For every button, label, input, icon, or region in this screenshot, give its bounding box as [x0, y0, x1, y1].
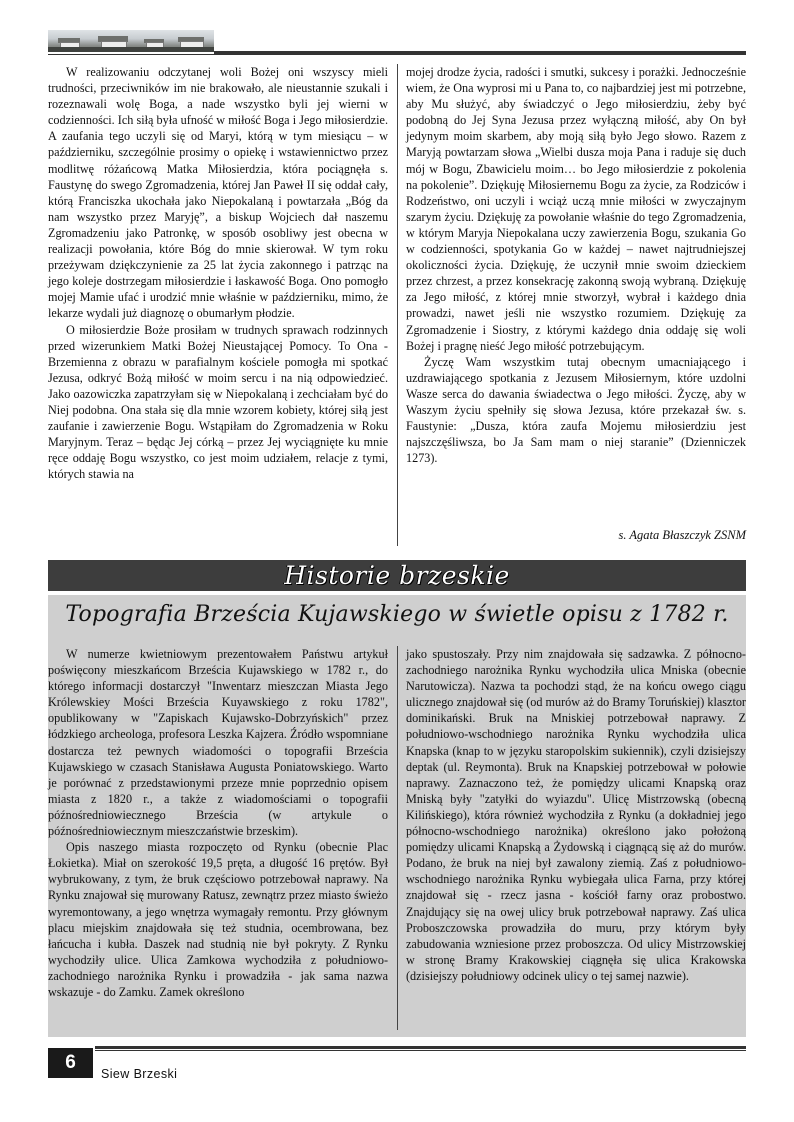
column-divider	[397, 646, 398, 1030]
section-header	[48, 560, 746, 591]
header-village-photo	[48, 30, 214, 52]
paragraph: Opis naszego miasta rozpoczęto od Rynku (obecnie Plac Łokietka). Miał on szerokość 19,5 pręta, a długość 16 prętów. Był wybrukowany, z tym, że bruk częściowo potrzebował naprawy. Na Rynku znajował się murowany Ratusz, zewnątrz przez miasto świeżo wyremontowany, a jego wnętrza wymagały remontu. Przy głównym placu miejskim znajdowała się też studnia, ocembrowana, bez łańcucha i kubła. Daszek nad studnią nie był pokryty. Z Rynku wychodziły ulice. Ulica Zamkowa wychodziła z południowo-zachodniego narożnika Rynku i prowadziła - jak sama nazwa wskazuje - do Zamku. Zamek określono	[48, 840, 388, 999]
column-divider	[397, 64, 398, 546]
paragraph: O miłosierdzie Boże prosiłam w trudnych sprawach rodzinnych przed wizerunkiem Matki Bożej Nieustającej Pomocy. To Ona - Brzemienna z obrazu w parafialnym kościele pomogła mi spotkać Jezusa, odkryć Bożą miłość w moim sercu i na nią odpowiedzieć. Jako oazowiczka zapatrzyłam się w Niepokalaną i zechciałam być do Niej podobna. Ona stała się dla mnie wzorem kobiety, której siłą jest zaufanie i zawierzenie Bogu. Wstąpiłam do Zgromadzenia w Roku Maryjnym. Teraz – będąc Jej córką – przez Jej wyciągnięte ku mnie ręce oddaję Bogu wszystko, co jest moim udziałem, relacje z tymi, których stawia na	[48, 322, 388, 482]
paragraph: mojej drodze życia, radości i smutki, sukcesy i porażki. Jednocześnie wiem, że Ona wyprosi mi u Pana to, co najbardziej jest mi potrzebne, aby Mu służyć, aby świadczyć o Jego miłosierdziu, żeby być podobną do Jej Syna Jezusa przez wyłączną miłość, aby On był jedynym moim skarbem, aby moją siłą było Jego słowo. Razem z Maryją powtarzam słowa „Wielbi dusza moja Pana i raduje się duch mój w Bogu, Zbawicielu moim… bo Jego miłosierdzie z pokolenia na pokolenie”. Dziękuję Miłosiernemu Bogu za życie, za Rodziców i Rodzeństwo, oni uczyli i wciąż uczą mnie miłości w zwyczajnym szarym życiu. Dziękuję za powołanie właśnie do tego Zgromadzenia, w którym Maryja Niepokalana uczy zawierzenia Bogu, szukania Go w codzienności, spotykania Go w każdej – nawet najtrudniejszej okoliczności życia. Dziękuję, że uczynił mnie swoim dzieckiem przez chrzest, a przez konsekrację zakonną swoją wybraną. Dziękuję za Jego miłość, z której mnie stworzył, wybrał i każdego dnia prowadzi, nawet jeśli nie wszystko rozumiem. Dziękuję za Zgromadzenie i Siostry, z którymi każdego dnia oddaję się woli Bożej i pragnę nieść Jego miłość potrzebującym.	[406, 65, 746, 353]
page-number: 6	[48, 1048, 93, 1078]
paragraph: jako spustoszały. Przy nim znajdowała się sadzawka. Z północno-zachodniego narożnika Rynku wychodziła ulica Mniska (obecnie Narutowicza). Nazwa ta pochodzi stąd, że na końcu owego ciągu ulicznego znajdował się (od murów aż do Bramy Toruńskiej) klasztor dominikański. Bruk na Mniskiej potrzebował naprawy. Z południowo-wschodniego narożnika Rynku wychodziła ulica Knapska (knap to w języku staropolskim sukiennik), czyli dzisiejszy deptak (ul. Reymonta). Bruk na Knapskiej potrzebował w połowie naprawy. Zaznaczono też, że pomiędzy ulicami Knapską oraz Mniską były "zatyłki do wyiazdu". Ulicę Mistrzowską (obecną Kilińskiego), która również wychodziła z Rynku (a dokładniej jego północno-wschodniego narożnika) określono jako położoną pomiędzy ulicami Knapską a Żydowską i ciągnącą się aż do murów. Podano, że bruk na niej był zawalony ziemią. Zaś z południowo-wschodniego narożnika Rynku wybiegała ulica Farna, przy której znajdował się - rzecz jasna - kościół farny oraz probostwo. Znajdujący się na owej ulicy bruk potrzebował naprawy. Zaś ulica Proboszczowska prowadziła do muru, przy którym były zabudowania wzniesione przez proboszcza. Od ulicy Mistrzowskiej w stronę Bramy Krakowskiej ciągnęła się ulica Krakowska (dzisiejszy południowy odcinek ulicy o tej samej nazwie).	[406, 647, 746, 983]
section-title: Historie brzeskie	[284, 561, 510, 590]
top-article-left-column	[48, 64, 388, 482]
publication-name: Siew Brzeski	[101, 1067, 178, 1081]
paragraph: W realizowaniu odczytanej woli Bożej oni wszyscy mieli trudności, przeciwników im nie brakowało, ale nieustannie szukali i rozeznawali wolę Boga, a nade wszystko byli jej wierni w codzienności. Ich siłą była ufność w miłość Boga i Jego miłosierdzie. A zaufania tego uczyli się od Maryi, którą w tym miesiącu – w październiku, szczególnie prosimy o opiekę i wstawiennictwo przez modlitwę różańcową Matka Miłosierdzia, która pociągnęła s. Faustynę do swego Zgromadzenia, której Jan Paweł II się oddał cały, którą Franciszka ukochała jako Niepokalaną i powtarzała „Bóg da nam wszystko przez Maryję”, a biskup Wojciech dał naszemu Zgromadzeniu jako Patronkę, w sposób osobliwy jest obecna w realizacji powołania, które Bóg do mnie skierował. W tym roku przeżywam dziękczynienie za 25 lat życia zakonnego i patrząc na jego koleje dostrzegam miłosierdzie i łaskawość Boga. Ono pomogło mojej Mamie ufać i urodzić mnie właśnie w październiku, mimo, że lekarze wydali już diagnozę o obumarłym płodzie.	[48, 65, 388, 321]
article-title: Topografia Brześcia Kujawskiego w świetle opisu z 1782 r.	[65, 602, 729, 627]
paragraph: W numerze kwietniowym prezentowałem Państwu artykuł poświęcony mieszkańcom Brześcia Kujawskiego w 1782 r., do którego informacji dostarczył "Inwentarz mieszczan Miasta Jego Królewskiey Mości Brześcia Kuyawskiego z roku 1782", opublikowany w "Zapiskach Kujawsko-Dobrzyńskich" przez łódzkiego archeologa, profesora Leszka Kajzera. Źródło wspomniane dostarcza też pewnych wiadomości o topografii Brześcia Kujawskiego w czasach Stanisława Augusta Poniatowskiego. Warto je porównać z przedstawionymi przeze mnie poprzednio opisem miasta z 1820 r., a także z wiadomościami o topografii późnośredniowiecznego Brześcia (w artykule o późnośredniowiecznym mieszczaństwie brzeskim).	[48, 647, 388, 839]
author-signature: s. Agata Błaszczyk ZSNM	[618, 528, 746, 542]
footer-rule	[95, 1046, 746, 1049]
paragraph: Życzę Wam wszystkim tutaj obecnym umacniającego i uzdrawiającego spotkania z Jezusem Miłosiernym, które uzdolni Wasze serca do dawania świadectwa o Jego miłości. Życzę, aby w Waszym życiu spełniły się słowa Jezusa, które przekazał św. s. Faustynie: „Dusza, która zaufa Mojemu miłosierdziu jest najszczęśliwsza, bo Ja Sam mam o niej staranie” (Dzienniczek 1273).	[406, 354, 746, 466]
header-rule-thin	[48, 54, 746, 55]
bottom-article-left-column	[48, 646, 388, 1000]
bottom-article-right-column	[406, 646, 746, 984]
footer-rule-thin	[95, 1050, 746, 1051]
top-article-right-column	[406, 64, 746, 466]
